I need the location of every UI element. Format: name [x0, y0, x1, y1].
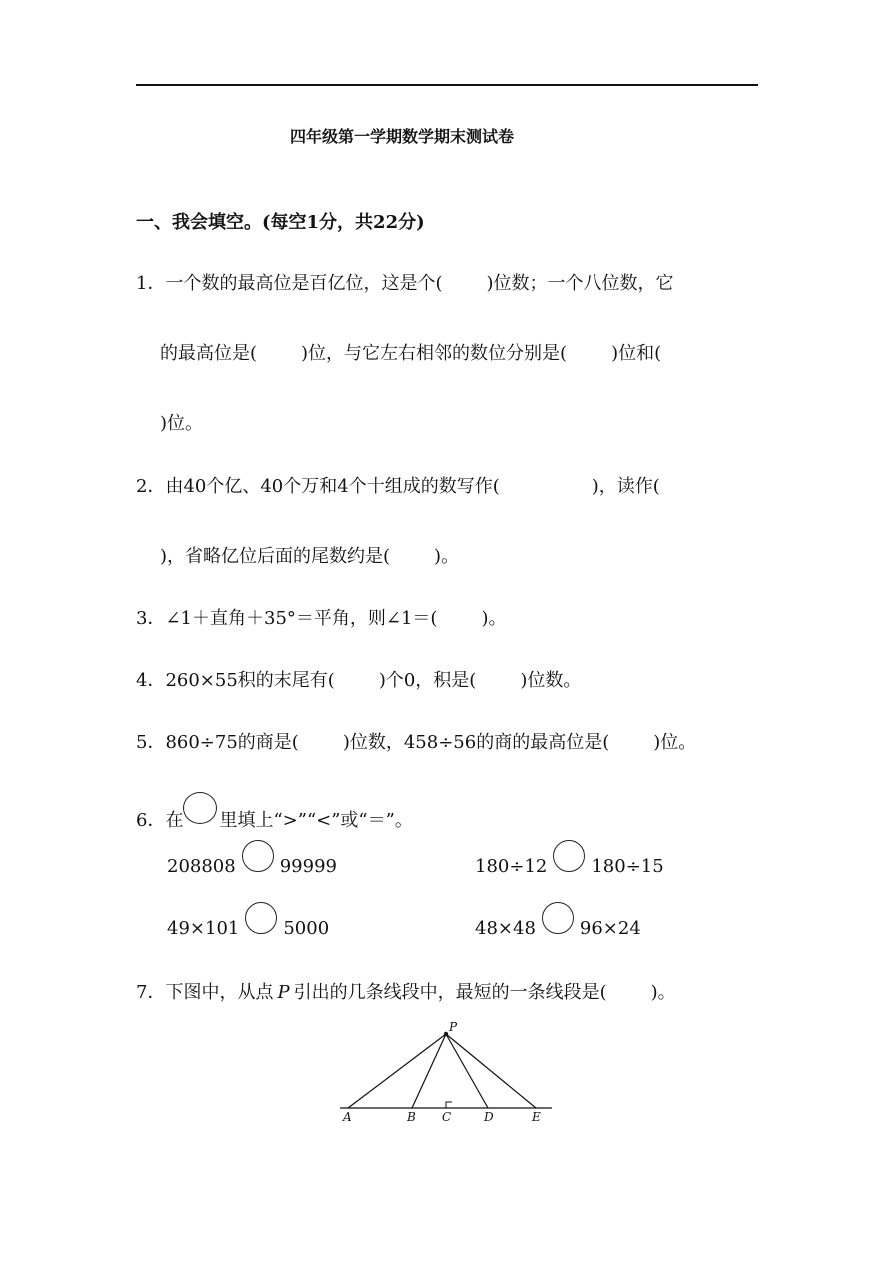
- label-e: E: [532, 1110, 541, 1124]
- compare-item: 49×101 5000: [167, 902, 329, 942]
- q1-line2: 的最高位是( )位，与它左右相邻的数位分别是( )位和(: [160, 343, 662, 364]
- q3-line: 3．∠1＋直角＋35°＝平角，则∠1＝( )。: [136, 608, 507, 629]
- q1-line3: )位。: [160, 413, 204, 434]
- label-a: A: [343, 1110, 352, 1124]
- q7-line: 7．下图中，从点 P 引出的几条线段中，最短的一条线段是( )。: [136, 982, 676, 1003]
- q6-line: 6．在 里填上“>”“<”或“＝”。: [136, 792, 413, 834]
- right-angle-mark: [446, 1102, 452, 1108]
- compare-item: 180÷12 180÷15: [475, 840, 664, 880]
- label-p: P: [449, 1020, 458, 1034]
- segment-pb: [412, 1034, 446, 1108]
- segment-pe: [446, 1034, 536, 1108]
- comparison-circle[interactable]: [245, 902, 277, 934]
- label-c: C: [442, 1110, 452, 1124]
- segment-pa: [348, 1034, 446, 1108]
- comparison-circle-icon: [183, 792, 217, 824]
- comparison-circle[interactable]: [542, 902, 574, 934]
- compare-item: 48×48 96×24: [475, 902, 641, 942]
- comparison-circle[interactable]: [242, 840, 274, 872]
- q4-line: 4．260×55积的末尾有( )个0，积是( )位数。: [136, 670, 582, 691]
- q2-line2: )，省略亿位后面的尾数约是( )。: [160, 546, 460, 567]
- q5-line: 5．860÷75的商是( )位数，458÷56的商的最高位是( )位。: [136, 732, 697, 753]
- segment-pd: [446, 1034, 488, 1108]
- q2-line1: 2．由40个亿、40个万和4个十组成的数写作( )，读作(: [136, 476, 660, 497]
- segment-figure: [338, 1020, 556, 1128]
- compare-item: 208808 99999: [167, 840, 337, 880]
- label-b: B: [407, 1110, 416, 1124]
- header-rule: [136, 84, 758, 86]
- section-heading: 一、我会填空。(每空1分，共22分): [136, 212, 425, 233]
- label-d: D: [484, 1110, 494, 1124]
- comparison-circle[interactable]: [553, 840, 585, 872]
- q1-line1: 1．一个数的最高位是百亿位，这是个( )位数；一个八位数，它: [136, 273, 674, 294]
- page-title: 四年级第一学期数学期末测试卷: [290, 127, 515, 146]
- point-p-dot: [444, 1032, 448, 1036]
